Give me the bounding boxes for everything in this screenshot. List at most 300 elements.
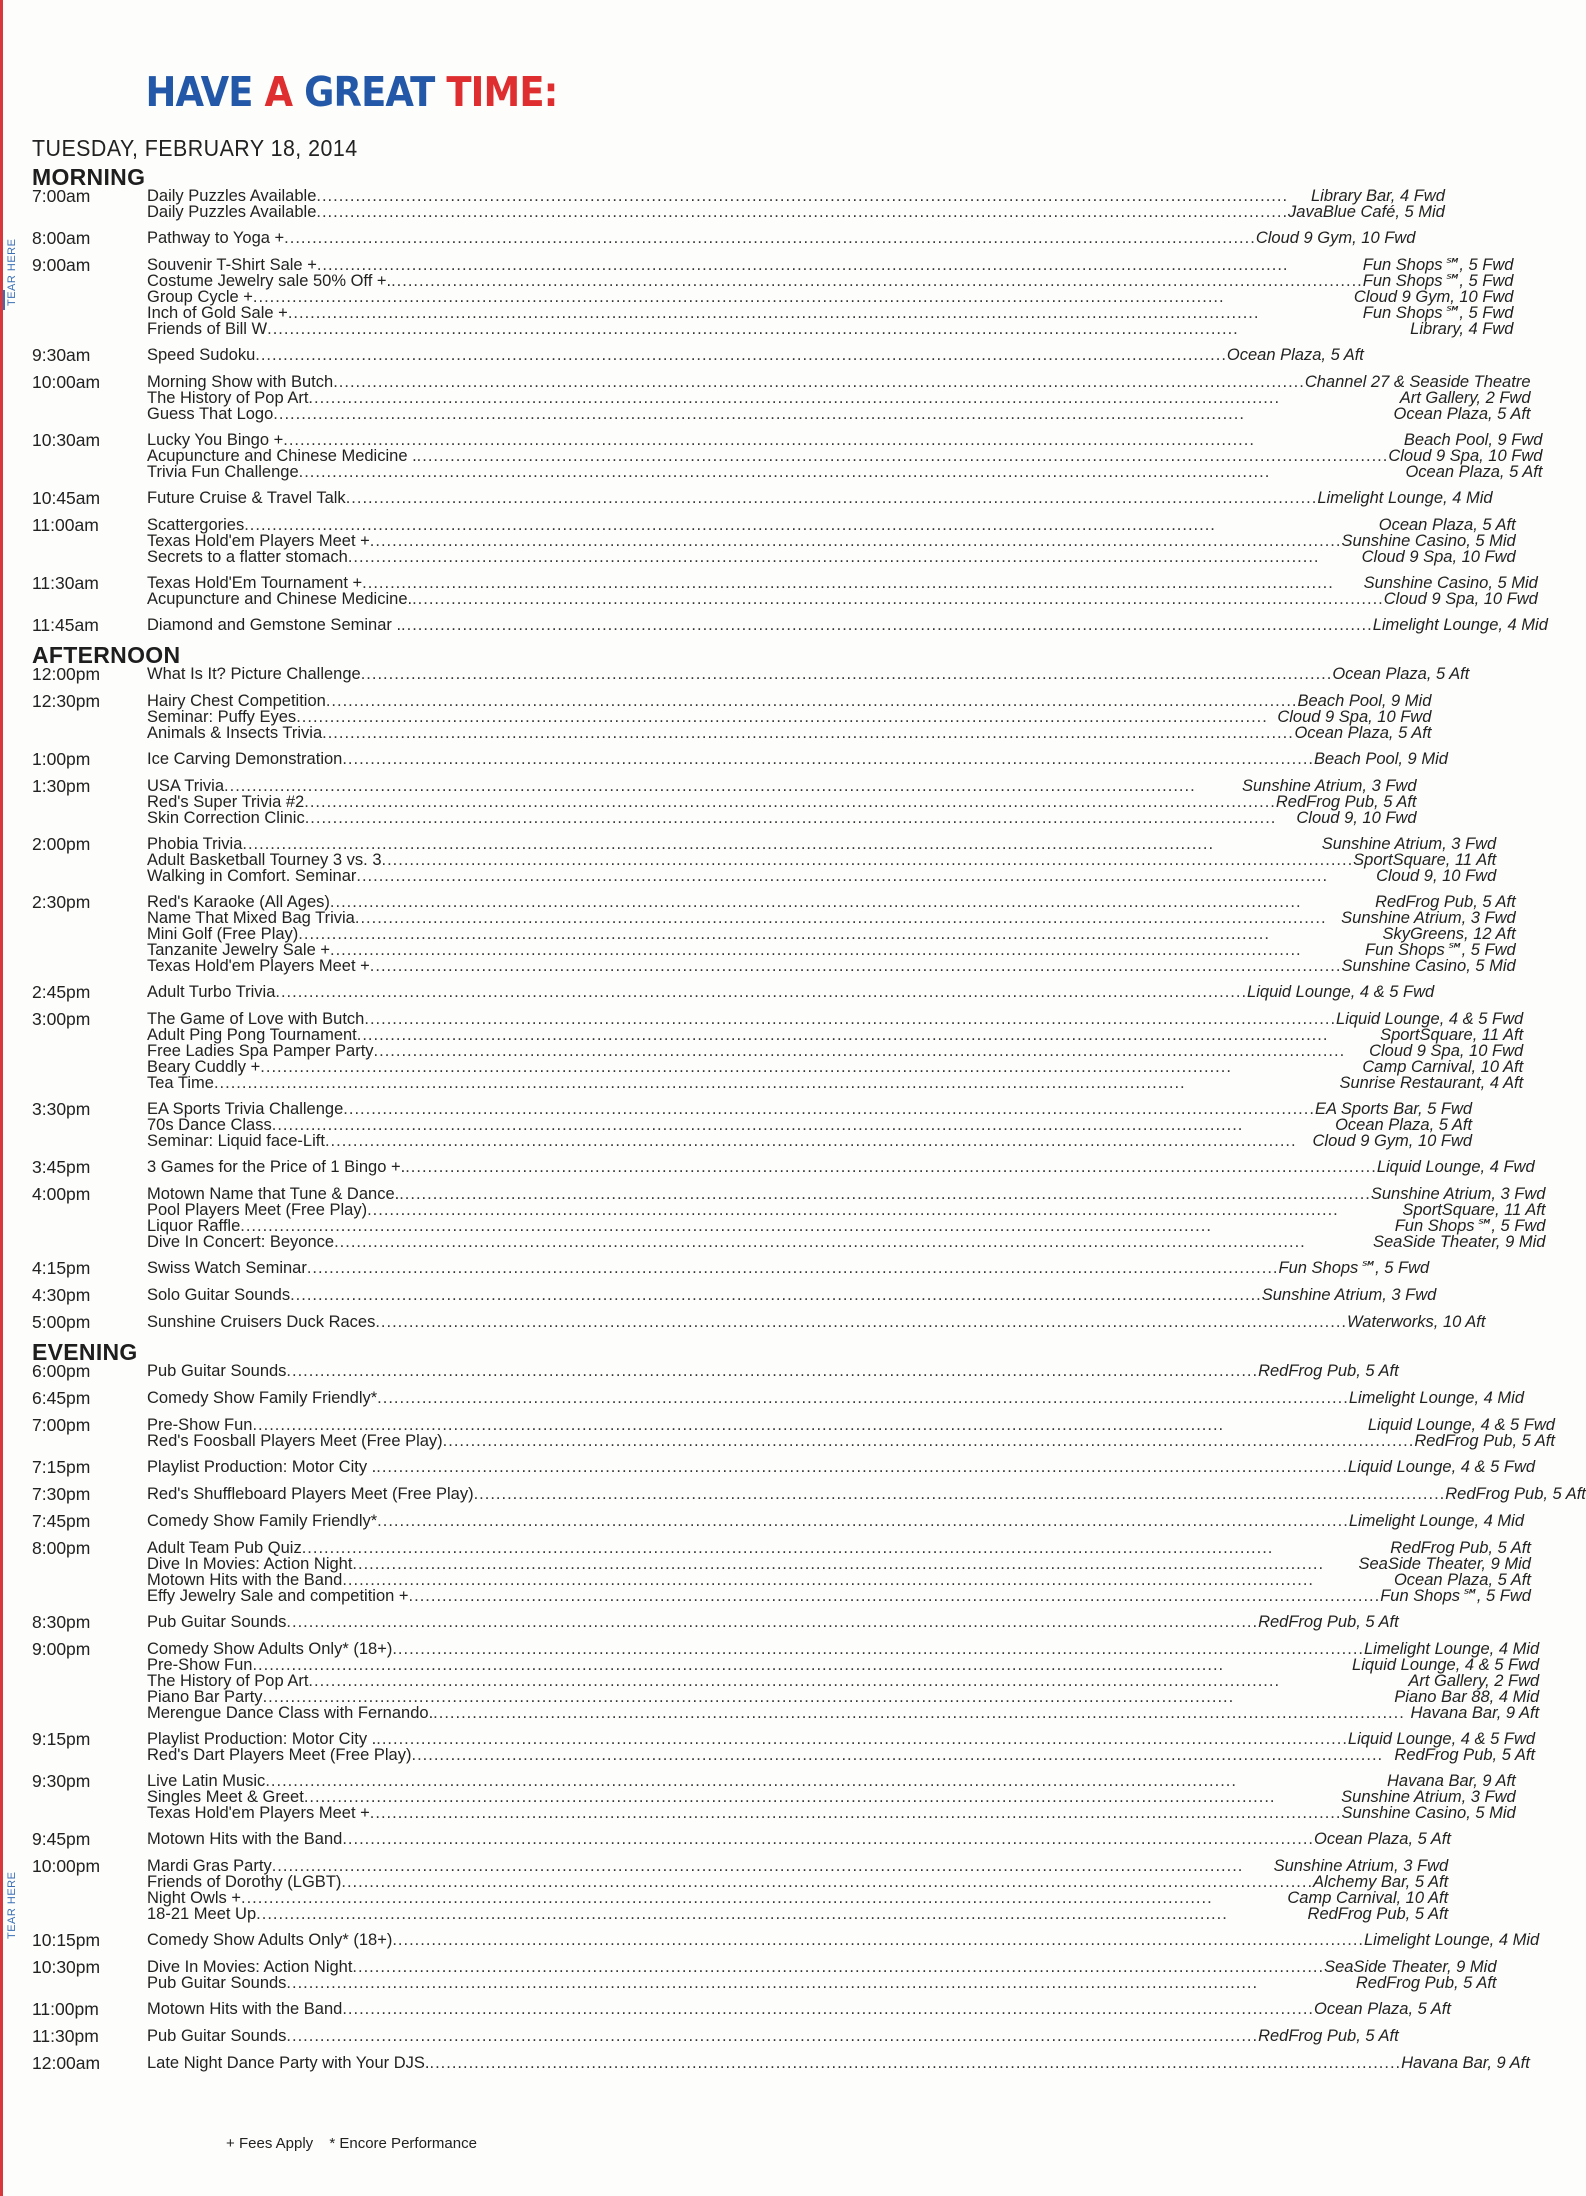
- event-location: Limelight Lounge, 4 Mid: [1363, 1640, 1540, 1658]
- time-slot: [32, 1729, 1536, 1764]
- slot-time: 4:15pm: [32, 1258, 91, 1278]
- event-location: EA Sports Bar, 5 Fwd: [1314, 1100, 1473, 1118]
- dot-leader: [342, 2001, 1314, 2017]
- slot-events: [147, 1011, 1523, 1091]
- event-location: Beach Pool, 9 Mid: [1297, 692, 1432, 710]
- event-row: [147, 894, 1516, 910]
- event-row: [147, 926, 1516, 942]
- event-row: [147, 448, 1542, 464]
- dot-leader: [252, 1657, 1352, 1673]
- event-row: [147, 1673, 1539, 1689]
- slot-events: [147, 836, 1496, 884]
- slot-time: 7:00am: [32, 186, 91, 206]
- event-location: Waterworks, 10 Aft: [1347, 1313, 1486, 1331]
- slot-time: 11:45am: [32, 615, 99, 635]
- event-row: [147, 2055, 1530, 2071]
- event-name: Speed Sudoku: [147, 346, 256, 364]
- event-name: Tanzanite Jewelry Sale +: [147, 941, 330, 959]
- slot-time: 12:00am: [32, 2053, 101, 2073]
- event-location: Fun Shops℠, 5 Fwd: [1362, 304, 1514, 322]
- event-location: Ocean Plaza, 5 Aft: [1393, 405, 1531, 423]
- dot-leader: [392, 1932, 1364, 1948]
- event-location: Sunrise Restaurant, 4 Aft: [1339, 1074, 1524, 1092]
- dot-leader: [342, 1572, 1394, 1588]
- event-name: USA Trivia: [147, 777, 225, 795]
- event-location: Art Gallery, 2 Fwd: [1408, 1672, 1540, 1690]
- slot-time: 7:45pm: [32, 1511, 91, 1531]
- dot-leader: [255, 347, 1227, 363]
- slot-events: [147, 1459, 1535, 1476]
- dot-leader: [370, 533, 1342, 549]
- event-location: RedFrog Pub, 5 Aft: [1258, 1613, 1399, 1631]
- slot-time: 12:00pm: [32, 664, 101, 684]
- dot-leader: [411, 1747, 1394, 1763]
- time-slot: [32, 515, 1516, 566]
- event-row: [147, 204, 1445, 220]
- dot-leader: [263, 1689, 1395, 1705]
- event-name: Friends of Bill W: [147, 320, 268, 338]
- time-slot: [32, 1009, 1524, 1092]
- event-location: SeaSide Theater, 9 Mid: [1324, 1958, 1497, 1976]
- event-row: [147, 1218, 1545, 1234]
- event-row: [147, 257, 1513, 273]
- event-location: Limelight Lounge, 4 Mid: [1348, 1389, 1525, 1407]
- time-slot: [32, 2026, 1399, 2046]
- dot-leader: [392, 1641, 1364, 1657]
- slot-time: 8:30pm: [32, 1612, 91, 1632]
- slot-events: [147, 1540, 1531, 1604]
- event-location: Sunshine Atrium, 3 Fwd: [1341, 1788, 1516, 1806]
- slot-events: [147, 617, 1548, 634]
- event-name: Motown Hits with the Band: [147, 1571, 343, 1589]
- event-row: [147, 1705, 1539, 1721]
- time-slot: [32, 1457, 1536, 1477]
- dot-leader: [298, 926, 1382, 942]
- slot-events: [147, 1363, 1399, 1380]
- slot-time: 9:00pm: [32, 1639, 91, 1659]
- event-name: Adult Team Pub Quiz: [147, 1539, 302, 1557]
- dot-leader: [317, 257, 1363, 273]
- event-name: Piano Bar Party: [147, 1688, 263, 1706]
- time-slot: [32, 834, 1497, 885]
- slot-events: [147, 1513, 1524, 1530]
- event-name: Friends of Dorothy (LGBT): [147, 1873, 342, 1891]
- event-location: JavaBlue Café, 5 Mid: [1288, 203, 1445, 221]
- time-slot: [32, 1099, 1473, 1150]
- event-row: [147, 1831, 1451, 1847]
- event-location: RedFrog Pub, 5 Aft: [1307, 1905, 1449, 1923]
- event-row: [147, 1011, 1523, 1027]
- dot-leader: [256, 1906, 1307, 1922]
- dot-leader: [401, 617, 1373, 633]
- time-slot: [32, 2053, 1530, 2073]
- slot-events: [147, 1858, 1448, 1922]
- slot-events: [147, 894, 1516, 974]
- slot-events: [147, 1417, 1555, 1449]
- slot-events: [147, 257, 1513, 337]
- dot-leader: [286, 1363, 1258, 1379]
- dot-leader: [382, 852, 1354, 868]
- event-name: Morning Show with Butch: [147, 373, 334, 391]
- time-slot: [32, 749, 1448, 769]
- event-location: Cloud 9 Spa, 10 Fwd: [1361, 548, 1516, 566]
- time-slot: [32, 664, 1470, 684]
- event-row: [147, 958, 1516, 974]
- event-name: Seminar: Puffy Eyes: [147, 708, 297, 726]
- slot-events: [147, 1641, 1539, 1721]
- time-slot: [32, 691, 1432, 742]
- time-slot: [32, 1538, 1531, 1605]
- event-name: Adult Basketball Tourney 3 vs. 3: [147, 851, 382, 869]
- event-name: Pathway to Yoga +: [147, 229, 285, 247]
- event-row: [147, 1641, 1539, 1657]
- event-name: Name That Mixed Bag Trivia: [147, 909, 355, 927]
- event-row: [147, 321, 1513, 337]
- event-location: RedFrog Pub, 5 Aft: [1445, 1485, 1586, 1503]
- slot-time: 4:00pm: [32, 1184, 91, 1204]
- slot-events: [147, 666, 1469, 683]
- event-row: [147, 2028, 1399, 2044]
- event-name: Late Night Dance Party with Your DJS.: [147, 2054, 430, 2072]
- dot-leader: [283, 432, 1404, 448]
- dot-leader: [409, 1588, 1381, 1604]
- event-location: Library, 4 Fwd: [1410, 320, 1514, 338]
- event-row: [147, 549, 1516, 565]
- event-name: Secrets to a flatter stomach: [147, 548, 348, 566]
- slot-time: 2:30pm: [32, 892, 91, 912]
- dot-leader: [241, 1890, 1287, 1906]
- event-name: Diamond and Gemstone Seminar .: [147, 616, 402, 634]
- event-location: RedFrog Pub, 5 Aft: [1258, 2027, 1399, 2045]
- event-location: Fun Shops℠, 5 Fwd: [1364, 941, 1516, 959]
- event-location: Camp Carnival, 10 Aft: [1287, 1889, 1449, 1907]
- event-location: Sunshine Casino, 5 Mid: [1341, 532, 1516, 550]
- event-name: Live Latin Music: [147, 1772, 266, 1790]
- event-row: [147, 1027, 1523, 1043]
- event-name: Pre-Show Fun: [147, 1656, 253, 1674]
- event-location: SportSquare, 11 Aft: [1353, 851, 1497, 869]
- dot-leader: [299, 464, 1406, 480]
- dot-leader: [443, 1433, 1415, 1449]
- time-slot: [32, 228, 1416, 248]
- event-row: [147, 778, 1417, 794]
- dot-leader: [308, 390, 1399, 406]
- event-row: [147, 1133, 1472, 1149]
- event-name: Hairy Chest Competition: [147, 692, 326, 710]
- event-row: [147, 868, 1496, 884]
- dot-leader: [288, 305, 1363, 321]
- event-name: Singles Meet & Greet: [147, 1788, 304, 1806]
- slot-events: [147, 517, 1516, 565]
- event-name: Future Cruise & Travel Talk: [147, 489, 346, 507]
- schedule-list: [32, 164, 1586, 2082]
- event-row: [147, 1287, 1436, 1303]
- dot-leader: [316, 204, 1288, 220]
- event-location: Cloud 9, 10 Fwd: [1296, 809, 1417, 827]
- event-row: [147, 617, 1548, 633]
- event-location: Sunshine Casino, 5 Mid: [1363, 574, 1538, 592]
- event-row: [147, 188, 1445, 204]
- left-edge-strip: [0, 0, 3, 2196]
- slot-events: [147, 1260, 1429, 1277]
- slot-time: 7:00pm: [32, 1415, 91, 1435]
- slot-events: [147, 230, 1415, 247]
- slot-events: [147, 693, 1431, 741]
- event-name: Motown Hits with the Band: [147, 2000, 343, 2018]
- event-name: Motown Hits with the Band: [147, 1830, 343, 1848]
- event-name: What Is It? Picture Challenge: [147, 665, 361, 683]
- dot-leader: [316, 188, 1311, 204]
- dot-leader: [364, 1011, 1336, 1027]
- event-name: Texas Hold'em Players Meet +: [147, 957, 370, 975]
- event-location: Sunshine Atrium, 3 Fwd: [1241, 777, 1417, 795]
- event-name: Solo Guitar Sounds: [147, 1286, 291, 1304]
- event-row: [147, 1689, 1539, 1705]
- tear-here-label: TEAR HERE: [6, 1871, 18, 1939]
- slot-time: 10:00am: [32, 372, 101, 392]
- event-row: [147, 1486, 1586, 1502]
- slot-time: 11:00am: [32, 515, 99, 535]
- event-row: [147, 1117, 1472, 1133]
- dot-leader: [367, 1202, 1402, 1218]
- dot-leader: [242, 836, 1321, 852]
- event-row: [147, 1459, 1535, 1475]
- time-slot: [32, 982, 1435, 1002]
- slot-events: [147, 1287, 1436, 1304]
- slot-events: [147, 1831, 1451, 1848]
- encore-note: * Encore Performance: [329, 2135, 477, 2152]
- event-row: [147, 1234, 1545, 1250]
- slot-time: 11:00pm: [32, 1999, 99, 2019]
- slot-time: 10:30am: [32, 430, 101, 450]
- slot-time: 8:00pm: [32, 1538, 91, 1558]
- event-row: [147, 709, 1431, 725]
- time-slot: [32, 1157, 1535, 1177]
- slot-time: 8:00am: [32, 228, 91, 248]
- dot-leader: [342, 751, 1314, 767]
- time-slot: [32, 1612, 1399, 1632]
- time-slot: [32, 488, 1493, 508]
- slot-events: [147, 188, 1445, 220]
- dot-leader: [322, 725, 1294, 741]
- event-location: SportSquare, 11 Aft: [1402, 1201, 1546, 1219]
- event-name: Mardi Gras Party: [147, 1857, 272, 1875]
- event-location: Fun Shops℠, 5 Fwd: [1380, 1587, 1531, 1605]
- time-slot: [32, 430, 1543, 481]
- slot-time: 2:00pm: [32, 834, 91, 854]
- dot-leader: [377, 1513, 1349, 1529]
- event-location: RedFrog Pub, 5 Aft: [1394, 1746, 1536, 1764]
- event-location: Limelight Lounge, 4 Mid: [1348, 1512, 1525, 1530]
- event-location: Ocean Plaza, 5 Aft: [1314, 1830, 1451, 1848]
- time-slot: [32, 1258, 1430, 1278]
- event-row: [147, 289, 1513, 305]
- event-name: Mini Golf (Free Play): [147, 925, 299, 943]
- event-row: [147, 1731, 1535, 1747]
- slot-events: [147, 1486, 1586, 1503]
- slot-time: 10:30pm: [32, 1957, 101, 1977]
- event-row: [147, 1773, 1516, 1789]
- dot-leader: [356, 868, 1376, 884]
- dot-leader: [304, 1789, 1341, 1805]
- dot-leader: [376, 1731, 1348, 1747]
- dot-leader: [265, 1773, 1387, 1789]
- tear-here-label: TEAR HERE: [6, 238, 18, 306]
- slot-events: [147, 1932, 1539, 1949]
- dot-leader: [308, 1673, 1408, 1689]
- event-row: [147, 1540, 1531, 1556]
- event-location: Liquid Lounge, 4 Fwd: [1376, 1158, 1535, 1176]
- event-row: [147, 1789, 1516, 1805]
- slot-time: 3:00pm: [32, 1009, 91, 1029]
- dot-leader: [374, 1043, 1370, 1059]
- event-row: [147, 1417, 1555, 1433]
- event-location: Limelight Lounge, 4 Mid: [1317, 489, 1493, 507]
- slot-events: [147, 751, 1448, 768]
- time-slot: [32, 1361, 1399, 1381]
- dot-leader: [330, 942, 1365, 958]
- event-row: [147, 666, 1469, 682]
- event-row: [147, 230, 1415, 246]
- dot-leader: [357, 1027, 1380, 1043]
- dot-leader: [333, 374, 1305, 390]
- dot-leader: [474, 1486, 1446, 1502]
- event-row: [147, 1556, 1531, 1572]
- event-name: Pub Guitar Sounds: [147, 1613, 287, 1631]
- event-location: Fun Shops℠, 5 Fwd: [1362, 272, 1514, 290]
- event-name: Dive In Movies: Action Night: [147, 1555, 353, 1573]
- schedule-date: TUESDAY, FEBRUARY 18, 2014: [32, 135, 358, 161]
- slot-time: 9:30pm: [32, 1771, 91, 1791]
- dot-leader: [391, 273, 1363, 289]
- event-name: Guess That Logo: [147, 405, 274, 423]
- event-row: [147, 1932, 1539, 1948]
- dot-leader: [286, 2028, 1258, 2044]
- event-location: Limelight Lounge, 4 Mid: [1363, 1931, 1540, 1949]
- event-location: Ocean Plaza, 5 Aft: [1332, 665, 1470, 683]
- event-row: [147, 725, 1431, 741]
- event-location: RedFrog Pub, 5 Aft: [1390, 1539, 1531, 1557]
- event-row: [147, 984, 1434, 1000]
- event-name: Swiss Watch Seminar: [147, 1259, 307, 1277]
- event-name: Acupuncture and Chinese Medicine.: [147, 590, 413, 608]
- event-location: Beach Pool, 9 Fwd: [1403, 431, 1543, 449]
- dot-leader: [348, 549, 1362, 565]
- event-name: Playlist Production: Motor City .: [147, 1458, 377, 1476]
- event-row: [147, 273, 1513, 289]
- event-name: Scattergories: [147, 516, 245, 534]
- event-name: Red's Karaoke (All Ages): [147, 893, 330, 911]
- event-name: Comedy Show Family Friendly*: [147, 1389, 378, 1407]
- slot-time: 1:00pm: [32, 749, 91, 769]
- event-name: Texas Hold'em Players Meet +: [147, 532, 370, 550]
- event-name: Daily Puzzles Available: [147, 203, 317, 221]
- event-name: Sunshine Cruisers Duck Races: [147, 1313, 376, 1331]
- event-location: Liquid Lounge, 4 & 5 Fwd: [1247, 983, 1435, 1001]
- event-name: Merengue Dance Class with Fernando.: [147, 1704, 434, 1722]
- event-name: Effy Jewelry Sale and competition +: [147, 1587, 409, 1605]
- slot-time: 9:30am: [32, 345, 91, 365]
- event-name: Adult Turbo Trivia: [147, 983, 276, 1001]
- event-location: Cloud 9 Spa, 10 Fwd: [1388, 447, 1543, 465]
- event-row: [147, 1959, 1497, 1975]
- event-location: Cloud 9 Gym, 10 Fwd: [1353, 288, 1514, 306]
- event-row: [147, 1075, 1523, 1091]
- dot-leader: [399, 1186, 1371, 1202]
- event-location: Liquid Lounge, 4 & 5 Fwd: [1367, 1416, 1555, 1434]
- event-row: [147, 1390, 1524, 1406]
- slot-time: 11:30pm: [32, 2026, 99, 2046]
- event-name: Daily Puzzles Available: [147, 187, 317, 205]
- event-row: [147, 852, 1496, 868]
- event-name: Texas Hold'em Players Meet +: [147, 1804, 370, 1822]
- time-slot: [32, 892, 1516, 975]
- slot-time: 11:30am: [32, 573, 99, 593]
- time-slot: [32, 1957, 1497, 1992]
- event-location: Cloud 9, 10 Fwd: [1376, 867, 1497, 885]
- dot-leader: [273, 406, 1393, 422]
- event-location: Ocean Plaza, 5 Aft: [1335, 1116, 1473, 1134]
- section-heading: MORNING: [32, 164, 146, 190]
- event-name: Red's Super Trivia #2: [147, 793, 305, 811]
- event-row: [147, 575, 1538, 591]
- dot-leader: [376, 1459, 1348, 1475]
- event-location: Sunshine Atrium, 3 Fwd: [1273, 1857, 1449, 1875]
- slot-time: 10:45am: [32, 488, 101, 508]
- time-slot: [32, 1930, 1540, 1950]
- event-row: [147, 1614, 1399, 1630]
- slot-time: 6:45pm: [32, 1388, 91, 1408]
- dot-leader: [286, 1975, 1355, 1991]
- event-row: [147, 1588, 1531, 1604]
- dot-leader: [214, 1075, 1339, 1091]
- slot-time: 2:45pm: [32, 982, 91, 1002]
- time-slot: [32, 345, 1364, 365]
- event-location: Liquid Lounge, 4 & 5 Fwd: [1336, 1010, 1524, 1028]
- time-slot: [32, 1511, 1525, 1531]
- event-row: [147, 1572, 1531, 1588]
- event-location: Liquid Lounge, 4 & 5 Fwd: [1347, 1458, 1536, 1476]
- slot-events: [147, 2055, 1530, 2072]
- time-slot: [32, 1999, 1451, 2019]
- event-location: RedFrog Pub, 5 Aft: [1375, 893, 1516, 911]
- tear-marker: [3, 290, 5, 310]
- event-row: [147, 432, 1542, 448]
- event-name: Texas Hold'Em Tournament +: [147, 574, 363, 592]
- event-name: Acupuncture and Chinese Medicine .: [147, 447, 417, 465]
- event-name: Playlist Production: Motor City .: [147, 1730, 377, 1748]
- time-slot: [32, 1285, 1437, 1305]
- event-location: Channel 27 & Seaside Theatre: [1304, 373, 1531, 391]
- dot-leader: [341, 1874, 1313, 1890]
- slot-events: [147, 1614, 1399, 1631]
- event-name: Adult Ping Pong Tournament: [147, 1026, 357, 1044]
- event-name: Pub Guitar Sounds: [147, 1974, 287, 1992]
- slot-time: 7:30pm: [32, 1484, 91, 1504]
- headline-word: A: [264, 68, 293, 116]
- event-name: Souvenir T-Shirt Sale +: [147, 256, 317, 274]
- dot-leader: [334, 1234, 1373, 1250]
- slot-events: [147, 984, 1434, 1001]
- event-name: Free Ladies Spa Pamper Party: [147, 1042, 374, 1060]
- event-location: Cloud 9 Gym, 10 Fwd: [1312, 1132, 1473, 1150]
- footnote: [0, 2135, 703, 2152]
- event-location: Ocean Plaza, 5 Aft: [1393, 1571, 1531, 1589]
- slot-time: 5:00pm: [32, 1312, 91, 1332]
- event-location: Sunshine Casino, 5 Mid: [1341, 1804, 1516, 1822]
- event-name: The History of Pop Art: [147, 1672, 309, 1690]
- dot-leader: [275, 984, 1247, 1000]
